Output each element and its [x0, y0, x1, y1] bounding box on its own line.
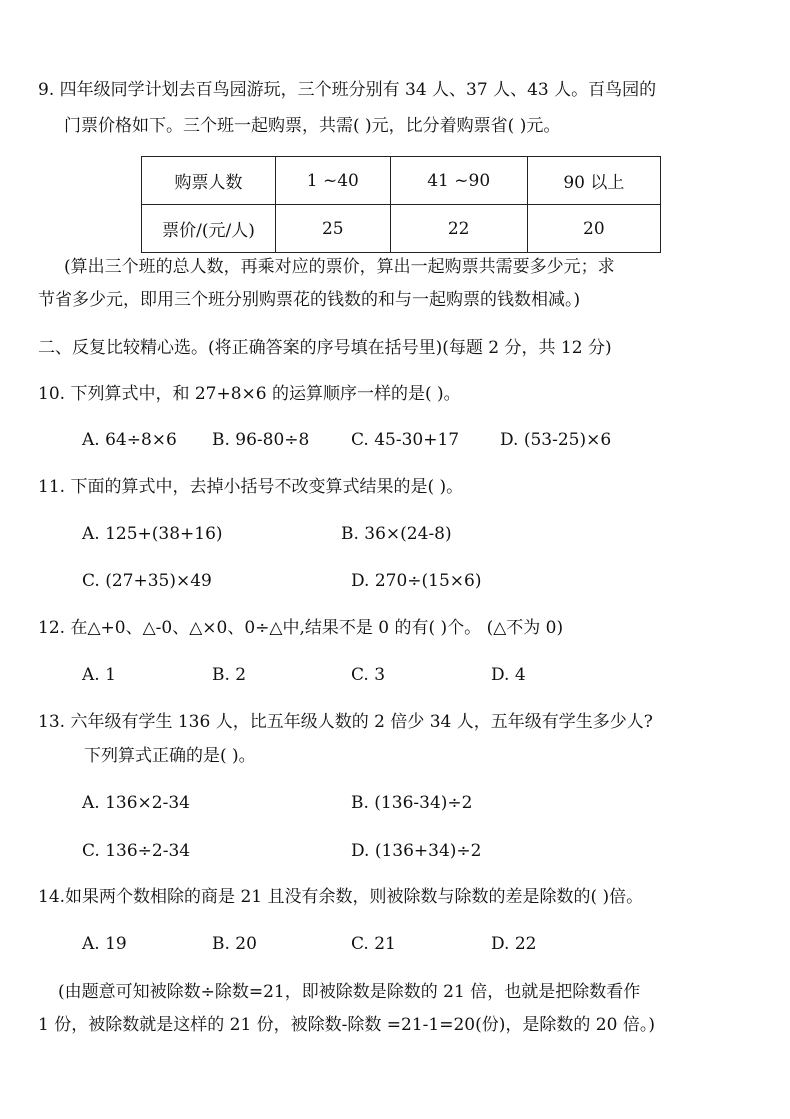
q10-option-a: A. 64÷8×6: [82, 430, 177, 450]
q11-option-b: B. 36×(24-8): [341, 524, 452, 544]
q14-hint-line2: 1 份，被除数就是这样的 21 份，被除数-除数 =21-1=20(份)，是除数的 20 倍。): [38, 1015, 655, 1035]
q13-option-a: A. 136×2-34: [82, 793, 190, 813]
q14-option-c: C. 21: [351, 934, 396, 954]
q10-stem: 10. 下列算式中，和 27+8×6 的运算顺序一样的是( )。: [38, 384, 461, 404]
q14-option-a: A. 19: [82, 934, 127, 954]
ticket-price-table: [141, 156, 661, 253]
q11-stem: 11. 下面的算式中，去掉小括号不改变算式结果的是( )。: [38, 477, 464, 497]
table-cell: 90 以上: [527, 157, 660, 205]
q14-hint-line1: (由题意可知被除数÷除数=21，即被除数是除数的 21 倍，也就是把除数看作: [58, 982, 641, 1002]
table-cell: 41 ~90: [390, 157, 527, 205]
q9-hint-line2: 节省多少元，即用三个班分别购票花的钱数的和与一起购票的钱数相减。): [38, 290, 581, 310]
q12-option-d: D. 4: [491, 665, 526, 685]
q13-option-d: D. (136+34)÷2: [351, 841, 482, 861]
q13-stem-line2: 下列算式正确的是( )。: [84, 746, 256, 766]
q13-option-b: B. (136-34)÷2: [351, 793, 473, 813]
q11-option-d: D. 270÷(15×6): [351, 571, 482, 591]
table-cell: 购票人数: [142, 157, 276, 205]
q13-option-c: C. 136÷2-34: [82, 841, 191, 861]
q13-stem-line1: 13. 六年级有学生 136 人，比五年级人数的 2 倍少 34 人，五年级有学生多少人?: [38, 712, 653, 732]
q12-option-b: B. 2: [212, 665, 247, 685]
q9-hint-line1: (算出三个班的总人数，再乘对应的票价，算出一起购票共需要多少元；求: [64, 257, 615, 277]
table-row: [142, 205, 661, 253]
q12-option-a: A. 1: [82, 665, 116, 685]
q9-stem-line1: 9. 四年级同学计划去百鸟园游玩，三个班分别有 34 人、37 人、43 人。百鸟园的: [38, 80, 657, 100]
q14-stem: 14.如果两个数相除的商是 21 且没有余数，则被除数与除数的差是除数的( )倍。: [38, 887, 644, 907]
q10-option-d: D. (53-25)×6: [500, 430, 612, 450]
table-cell: 22: [390, 205, 527, 253]
table-row: [142, 157, 661, 205]
q11-option-a: A. 125+(38+16): [82, 524, 223, 544]
q10-option-b: B. 96-80÷8: [212, 430, 310, 450]
table-cell: 20: [527, 205, 660, 253]
table-cell: 票价/(元/人): [142, 205, 276, 253]
q12-option-c: C. 3: [351, 665, 386, 685]
table-cell: 1 ~40: [276, 157, 391, 205]
q10-option-c: C. 45-30+17: [351, 430, 460, 450]
section-heading: 二、反复比较精心选。(将正确答案的序号填在括号里)(每题 2 分，共 12 分): [38, 338, 612, 358]
q12-stem: 12. 在△+0、△-0、△×0、0÷△中,结果不是 0 的有( )个。 (△不为 0): [38, 618, 564, 638]
q14-option-d: D. 22: [491, 934, 537, 954]
q11-option-c: C. (27+35)×49: [82, 571, 212, 591]
table-cell: 25: [276, 205, 391, 253]
q9-stem-line2: 门票价格如下。三个班一起购票，共需( )元，比分着购票省( )元。: [64, 116, 561, 136]
q14-option-b: B. 20: [212, 934, 257, 954]
